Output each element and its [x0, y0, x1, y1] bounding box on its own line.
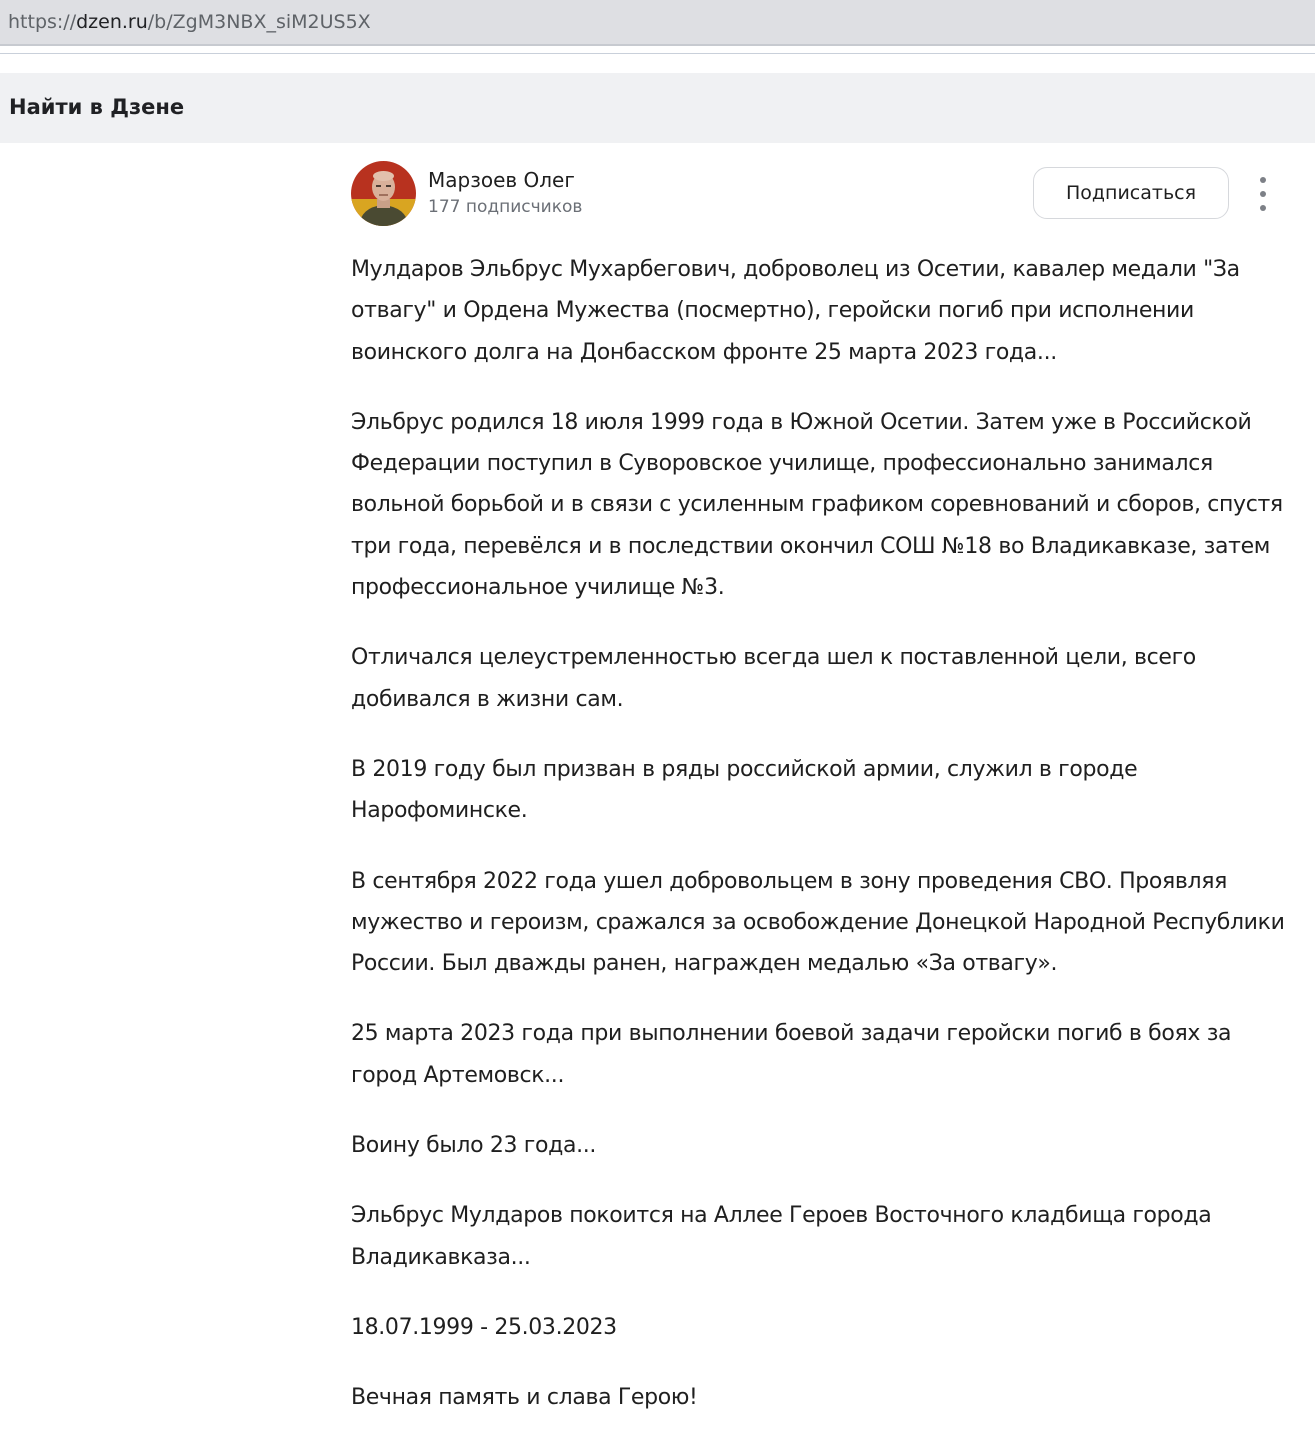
- search-bar[interactable]: [0, 73, 1315, 143]
- address-bar[interactable]: [0, 0, 1315, 46]
- subscribe-button[interactable]: Подписаться: [1033, 167, 1229, 219]
- url-scheme: https://: [8, 11, 77, 33]
- more-vertical-icon[interactable]: [1257, 177, 1269, 211]
- avatar-photo-icon: [351, 161, 416, 226]
- article-paragraph: Эльбрус Мулдаров покоится на Аллее Героев Восточного кладбища города Владикавказа...: [351, 1203, 1212, 1270]
- url-text[interactable]: [8, 11, 371, 33]
- article-paragraph: 18.07.1999 - 25.03.2023: [351, 1314, 617, 1340]
- url-path: /b/ZgM3NBX_siM2US5X: [147, 11, 371, 33]
- article-paragraph: Вечная память и слава Герою!: [351, 1385, 698, 1411]
- article-paragraph: В 2019 году был призван в ряды российской армии, служил в городе Нарофоминске.: [351, 756, 1138, 824]
- article-paragraph: Воину было 23 года...: [351, 1133, 597, 1159]
- article-paragraph: В сентября 2022 года ушел добровольцем в зону проведения СВО. Проявляя мужество и героизм, сражался за освобождение Донецкой Народной Республики России. Был дважды ранен, награжден медалью «За отвагу».: [351, 868, 1285, 977]
- article-paragraph: Отличался целеустремленностью всегда шел к поставленной цели, всего добивался в жизни сам.: [351, 645, 1196, 712]
- article-paragraph: Эльбрус родился 18 июля 1999 года в Южной Осетии. Затем уже в Российской Федерации поступил в Суворовское училище, профессионально занимался вольной борьбой и в связи с усиленным графиком соревнований и сборов, спустя три года, перевёлся и в последствии окончил СОШ №18 во Владикавказе, затем профессиональное училище №3.: [351, 409, 1283, 601]
- avatar[interactable]: [351, 161, 416, 226]
- divider: [0, 53, 1315, 54]
- article-body: [351, 249, 1291, 1448]
- author-name[interactable]: Марзоев Олег: [428, 168, 575, 192]
- url-host: dzen.ru: [76, 11, 148, 33]
- article-paragraph: 25 марта 2023 года при выполнении боевой задачи геройски погиб в боях за город Артемовск...: [351, 1021, 1232, 1088]
- subscriber-count: 177 подписчиков: [428, 197, 583, 217]
- article-paragraph: Мулдаров Эльбрус Мухарбегович, доброволец из Осетии, кавалер медали "За отвагу" и Ордена Мужества (посмертно), геройски погиб при исполнении воинского долга на Донбасском фронте 25 марта 2023 года...: [351, 257, 1240, 365]
- search-label[interactable]: Найти в Дзене: [9, 95, 185, 119]
- author-header: [351, 161, 1291, 227]
